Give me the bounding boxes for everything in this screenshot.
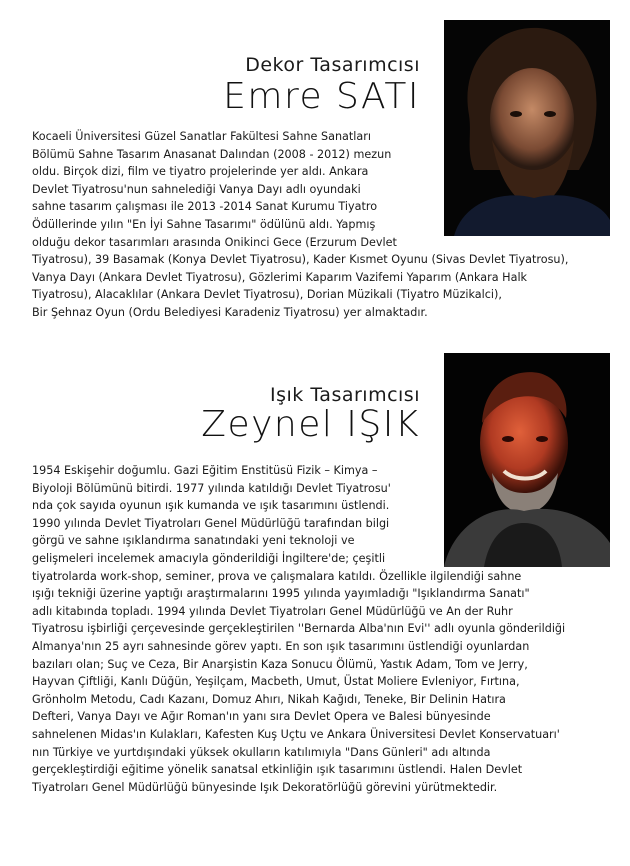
person2-name: Zeynel IŞIK: [201, 404, 420, 445]
bio-line: Biyoloji Bölümünü bitirdi. 1977 yılında katıldığı Devlet Tiyatrosu': [32, 481, 391, 495]
bio-line: 1990 yılında Devlet Tiyatroları Genel Müdürlüğü tarafından bilgi: [32, 516, 390, 530]
person2-role: Işık Tasarımcısı: [270, 384, 420, 406]
bio-line: sahnelenen Midas'ın Kulakları, Kafesten Kuş Uçtu ve Ankara Üniversitesi Devlet Konservatuarı': [32, 727, 560, 741]
bio-line: gerçekleştirdiği eğitime yönelik sanatsal etkinliğin ışık tasarımını üstlendi. Halen Devlet: [32, 763, 523, 777]
bio-line: olduğu dekor tasarımları arasında Onikinci Gece (Erzurum Devlet: [32, 235, 397, 249]
bio-line: nda çok sayıda oyunun ışık kumanda ve ışık tasarımını üstlendi.: [32, 499, 390, 513]
bio-line: gelişmeleri incelemek amacıyla gönderildiği İngiltere'de; çeşitli: [32, 551, 386, 565]
bio-line: nın Türkiye ve yurtdışındaki yüksek okulların katılımıyla "Dans Günleri" adı altında: [32, 745, 491, 759]
person2-bio: [32, 462, 565, 796]
bio-line: Ödüllerinde yılın "En İyi Sahne Tasarımı" ödülünü aldı. Yapmış: [32, 217, 376, 231]
bio-line: görgü ve sahne ışıklandırma sanatındaki yeni teknoloji ve: [32, 534, 355, 548]
bio-line: Bölümü Sahne Tasarım Anasanat Dalından (2008 - 2012) mezun: [32, 147, 392, 161]
bio-line: Tiyatrosu), 39 Basamak (Konya Devlet Tiyatrosu), Kader Kısmet Oyunu (Sivas Devlet Tiyatrosu),: [32, 253, 569, 267]
bio-line: Tiyatroları Genel Müdürlüğü bünyesinde Işık Dekoratörlüğü görevini yürütmektedir.: [32, 780, 498, 794]
bio-line: Bir Şehnaz Oyun (Ordu Belediyesi Karadeniz Tiyatrosu) yer almaktadır.: [32, 305, 428, 319]
person1-name: Emre SATI: [223, 76, 420, 117]
person1-bio: [32, 128, 568, 322]
bio-line: 1954 Eskişehir doğumlu. Gazi Eğitim Enstitüsü Fizik – Kimya –: [32, 464, 378, 477]
bio-line: Almanya'nın 25 ayrı sahnesinde görev yaptı. En son ışık tasarımını üstlendiği oyunlardan: [32, 639, 530, 653]
bio-line: Defteri, Vanya Dayı ve Ağır Roman'ın yanı sıra Devlet Opera ve Balesi bünyesinde: [32, 710, 491, 724]
bio-line: bazıları olan; Suç ve Ceza, Bir Anarşistin Kaza Sonucu Ölümü, Yastık Adam, Tom ve Jerry,: [32, 657, 528, 671]
bio-line: oldu. Birçok dizi, film ve tiyatro projelerinde yer aldı. Ankara: [32, 165, 369, 179]
bio-line: adlı kitabında topladı. 1994 yılında Devlet Tiyatroları Genel Müdürlüğü ve An der Ruhr: [32, 604, 513, 618]
bio-line: Devlet Tiyatrosu'nun sahnelediği Vanya Dayı adlı oyundaki: [32, 182, 361, 196]
bio-line: ışığı tekniği üzerine yaptığı araştırmalarını 1995 yılında yayımladığı "Işıklandırma Sanatı": [32, 587, 530, 601]
bio-line: Tiyatrosu işbirliği çerçevesinde gerçekleştirilen ''Bernarda Alba'nın Evi'' adlı oyunla gönderildiği: [32, 622, 566, 636]
bio-line: tiyatrolarda work-shop, seminer, prova ve çalışmalara katıldı. Özellikle ilgilendiği sahne: [32, 569, 522, 583]
bio-line: Vanya Dayı (Ankara Devlet Tiyatrosu), Gözlerimi Kaparım Vazifemi Yaparım (Ankara Halk: [32, 270, 528, 284]
bio-line: Grönholm Metodu, Cadı Kazanı, Domuz Ahırı, Nikah Kağıdı, Teneke, Bir Delinin Hatıra: [32, 692, 506, 706]
person1-role: Dekor Tasarımcısı: [245, 54, 420, 76]
bio-line: Tiyatrosu), Alacaklılar (Ankara Devlet Tiyatrosu), Dorian Müzikali (Tiyatro Müzikalci),: [32, 288, 502, 302]
bio-line: Hayvan Çiftliği, Kanlı Düğün, Yeşilçam, Macbeth, Umut, Üstat Moliere Evleniyor, Fırtına,: [32, 675, 520, 689]
bio-line: sahne tasarım çalışması ile 2013 -2014 Sanat Kurumu Tiyatro: [32, 200, 378, 214]
bio-line: Kocaeli Üniversitesi Güzel Sanatlar Fakültesi Sahne Sanatları: [32, 130, 371, 143]
